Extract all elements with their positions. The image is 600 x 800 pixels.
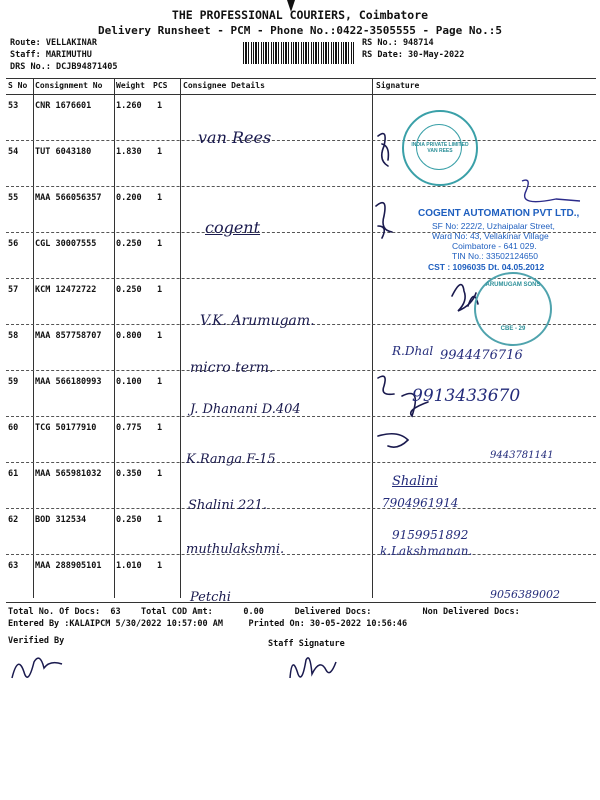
row-54-consignment: TUT 6043180 bbox=[35, 147, 92, 157]
entered-by-line: Entered By :KALAIPCM 5/30/2022 10:57:00 AM Printed On: 30-05-2022 10:56:46 bbox=[8, 619, 408, 629]
rs-number: RS No.: 948714 bbox=[362, 38, 434, 48]
handwritten-phone: 9913433670 bbox=[412, 386, 521, 406]
col-header-signature: Signature bbox=[376, 81, 420, 90]
handwritten-signature: Shalini bbox=[392, 474, 438, 489]
row-55-pcs: 1 bbox=[157, 193, 163, 203]
cogent-stamp-cst: CST : 1096035 Dt. 04.05.2012 bbox=[428, 262, 545, 272]
row-62-sno: 62 bbox=[8, 515, 19, 525]
row-63-consignment: MAA 288905101 bbox=[35, 561, 102, 571]
row-63-pcs: 1 bbox=[157, 561, 163, 571]
row-53-weight: 1.260 bbox=[116, 101, 142, 111]
staff-signature bbox=[284, 648, 344, 688]
col-divider bbox=[33, 78, 34, 598]
stamp-ring-text: INDIA PRIVATE LIMITED VAN REES bbox=[411, 142, 469, 154]
row-56-weight: 0.250 bbox=[116, 239, 142, 249]
row-60-weight: 0.775 bbox=[116, 423, 142, 433]
col-header-consignee: Consignee Details bbox=[183, 81, 265, 90]
handwritten-consignee: J. Dhanani D.404 bbox=[190, 402, 301, 417]
row-56-consignment: CGL 30007555 bbox=[35, 239, 97, 249]
row-57-weight: 0.250 bbox=[116, 285, 142, 295]
van-rees-stamp bbox=[402, 110, 478, 186]
route-label: Route: VELLAKINAR bbox=[10, 38, 97, 48]
handwritten-phone: 9944476716 bbox=[440, 348, 523, 363]
handwritten-phone: 9159951892 bbox=[392, 528, 469, 542]
col-header-weight: Weight bbox=[116, 81, 145, 90]
drs-number: DRS No.: DCJB94871405 bbox=[10, 62, 118, 72]
cogent-stamp-address: Coimbatore - 641 029. bbox=[452, 241, 537, 251]
row-60-pcs: 1 bbox=[157, 423, 163, 433]
header-bottom-rule bbox=[6, 94, 596, 95]
arumugam-stamp bbox=[474, 272, 552, 346]
row-60-consignment: TCG 50177910 bbox=[35, 423, 97, 433]
handwritten-consignee: Petchi bbox=[190, 590, 231, 605]
row-58-sno: 58 bbox=[8, 331, 19, 341]
handwritten-phone: 7904961914 bbox=[382, 496, 459, 510]
stamp-code-text: CBE - 29 bbox=[500, 326, 526, 332]
row-56-sno: 56 bbox=[8, 239, 19, 249]
col-header-consignment: Consignment No bbox=[35, 81, 103, 90]
col-header-sno: S No bbox=[8, 81, 28, 90]
col-divider bbox=[114, 78, 115, 598]
handwritten-signature: R.Dhal bbox=[392, 344, 434, 358]
handwritten-consignee: Shalini 221. bbox=[188, 498, 267, 513]
row-58-weight: 0.800 bbox=[116, 331, 142, 341]
header-top-rule bbox=[6, 78, 596, 79]
staff-label: Staff: MARIMUTHU bbox=[10, 50, 92, 60]
handwritten-consignee: K.Ranga F-15 bbox=[186, 452, 276, 467]
row-61-consignment: MAA 565981032 bbox=[35, 469, 102, 479]
row-61-weight: 0.350 bbox=[116, 469, 142, 479]
row-57-consignment: KCM 12472722 bbox=[35, 285, 97, 295]
row-57-pcs: 1 bbox=[157, 285, 163, 295]
page-title: THE PROFESSIONAL COURIERS, Coimbatore bbox=[171, 8, 429, 22]
handwritten-consignee: micro term. bbox=[190, 360, 274, 376]
handwritten-signature: k.Lakshmanan. bbox=[380, 544, 473, 558]
handwritten-consignee: cogent bbox=[205, 218, 261, 237]
row-58-consignment: MAA 857758707 bbox=[35, 331, 102, 341]
cogent-stamp-address: Ward No: 43, Vellakinar Village bbox=[432, 231, 549, 241]
table-bottom-rule bbox=[6, 602, 596, 603]
verifier-signature bbox=[8, 648, 68, 688]
rs-date: RS Date: 30-May-2022 bbox=[362, 50, 465, 60]
row-62-pcs: 1 bbox=[157, 515, 163, 525]
row-54-pcs: 1 bbox=[157, 147, 163, 157]
row-57-sno: 57 bbox=[8, 285, 19, 295]
handwritten-consignee: V.K. Arumugam. bbox=[200, 313, 315, 329]
handwritten-phone: 9056389002 bbox=[490, 588, 560, 601]
cogent-stamp-name: COGENT AUTOMATION PVT LTD., bbox=[418, 208, 580, 219]
row-54-sno: 54 bbox=[8, 147, 19, 157]
row-56-pcs: 1 bbox=[157, 239, 163, 249]
row-63-sno: 63 bbox=[8, 561, 19, 571]
totals-line: Total No. Of Docs: 63 Total COD Amt: 0.00 Delivered Docs: Non Delivered Docs: bbox=[8, 607, 520, 617]
row-59-pcs: 1 bbox=[157, 377, 163, 387]
row-62-weight: 0.250 bbox=[116, 515, 142, 525]
row-60-sno: 60 bbox=[8, 423, 19, 433]
row-58-pcs: 1 bbox=[157, 331, 163, 341]
row-55-sno: 55 bbox=[8, 193, 19, 203]
row-53-pcs: 1 bbox=[157, 101, 163, 111]
row-53-sno: 53 bbox=[8, 101, 19, 111]
cogent-stamp-address: SF No: 222/2, Uzhaipalar Street, bbox=[432, 221, 555, 231]
handwritten-phone: 9443781141 bbox=[490, 450, 554, 461]
punch-mark bbox=[287, 0, 295, 12]
row-55-consignment: MAA 566056357 bbox=[35, 193, 102, 203]
runsheet-subtitle: Delivery Runsheet - PCM - Phone No.:0422-3505555 - Page No.:5 bbox=[98, 24, 502, 37]
staff-signature-label: Staff Signature bbox=[268, 639, 345, 649]
row-55-weight: 0.200 bbox=[116, 193, 142, 203]
col-divider bbox=[180, 78, 181, 598]
handwritten-consignee: muthulakshmi. bbox=[186, 542, 285, 557]
row-54-weight: 1.830 bbox=[116, 147, 142, 157]
row-61-pcs: 1 bbox=[157, 469, 163, 479]
row-59-sno: 59 bbox=[8, 377, 19, 387]
row-63-weight: 1.010 bbox=[116, 561, 142, 571]
verified-by-label: Verified By bbox=[8, 636, 65, 646]
handwritten-consignee: van Rees bbox=[198, 128, 272, 147]
stamp-ring-text: ARUMUGAM SONS bbox=[485, 282, 541, 288]
cogent-stamp-tin: TIN No.: 33502124650 bbox=[452, 251, 539, 261]
col-header-pcs: PCS bbox=[153, 81, 168, 90]
row-59-consignment: MAA 566180993 bbox=[35, 377, 102, 387]
row-53-consignment: CNR 1676601 bbox=[35, 101, 92, 111]
row-61-sno: 61 bbox=[8, 469, 19, 479]
row-59-weight: 0.100 bbox=[116, 377, 142, 387]
barcode bbox=[243, 42, 355, 64]
row-62-consignment: BOD 312534 bbox=[35, 515, 87, 525]
